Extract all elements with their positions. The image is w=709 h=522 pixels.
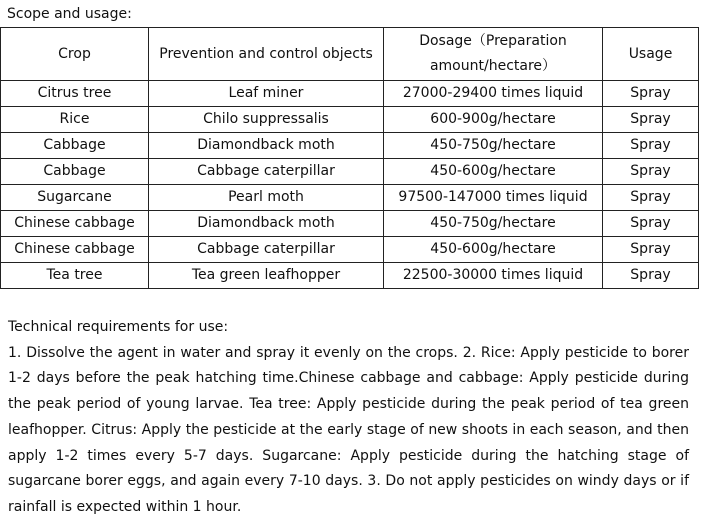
cell-usage: Spray [603, 107, 699, 133]
table-row [1, 159, 699, 185]
cell-object: Diamondback moth [149, 133, 384, 159]
section-heading: Scope and usage: [7, 6, 132, 22]
cell-dosage: 22500-30000 times liquid [384, 263, 603, 289]
header-crop: Crop [1, 28, 149, 81]
table-row [1, 107, 699, 133]
usage-table [0, 27, 699, 289]
cell-object: Cabbage caterpillar [149, 237, 384, 263]
cell-object: Chilo suppressalis [149, 107, 384, 133]
technical-requirements [8, 315, 689, 521]
cell-usage: Spray [603, 133, 699, 159]
cell-usage: Spray [603, 81, 699, 107]
cell-dosage: 450-600g/hectare [384, 237, 603, 263]
table-row [1, 81, 699, 107]
table-row [1, 133, 699, 159]
cell-crop: Sugarcane [1, 185, 149, 211]
cell-usage: Spray [603, 237, 699, 263]
cell-dosage: 450-750g/hectare [384, 211, 603, 237]
cell-object: Cabbage caterpillar [149, 159, 384, 185]
cell-dosage: 97500-147000 times liquid [384, 185, 603, 211]
cell-usage: Spray [603, 211, 699, 237]
cell-usage: Spray [603, 263, 699, 289]
cell-usage: Spray [603, 185, 699, 211]
cell-object: Diamondback moth [149, 211, 384, 237]
cell-crop: Citrus tree [1, 81, 149, 107]
cell-crop: Tea tree [1, 263, 149, 289]
cell-object: Pearl moth [149, 185, 384, 211]
cell-crop: Cabbage [1, 133, 149, 159]
cell-usage: Spray [603, 159, 699, 185]
cell-dosage: 450-750g/hectare [384, 133, 603, 159]
table-header-row [1, 28, 699, 81]
table-row [1, 263, 699, 289]
cell-crop: Chinese cabbage [1, 211, 149, 237]
cell-dosage: 450-600g/hectare [384, 159, 603, 185]
cell-crop: Rice [1, 107, 149, 133]
table-row [1, 185, 699, 211]
cell-object: Tea green leafhopper [149, 263, 384, 289]
cell-crop: Cabbage [1, 159, 149, 185]
table-row [1, 237, 699, 263]
requirements-body: 1. Dissolve the agent in water and spray it evenly on the crops. 2. Rice: Apply pesticide to borer 1-2 days before the peak hatching time.Chinese cabbage and cabbage: Apply pesticide during the peak period of young larvae. Tea tree: Apply pesticide during the peak period of tea green leafhopper. Citrus: Apply the pesticide at the early stage of new shoots in each season, and then apply 1-2 times every 5-7 days. Sugarcane: Apply pesticide during the hatching stage of sugarcane borer eggs, and again every 7-10 days. 3. Do not apply pesticides on windy days or if rainfall is expected within 1 hour. [8, 344, 689, 515]
header-dosage: Dosage（Preparation amount/hectare） [384, 28, 603, 81]
cell-object: Leaf miner [149, 81, 384, 107]
header-control-objects: Prevention and control objects [149, 28, 384, 81]
header-usage: Usage [603, 28, 699, 81]
cell-crop: Chinese cabbage [1, 237, 149, 263]
requirements-title: Technical requirements for use: [8, 319, 229, 335]
table-row [1, 211, 699, 237]
cell-dosage: 27000-29400 times liquid [384, 81, 603, 107]
cell-dosage: 600-900g/hectare [384, 107, 603, 133]
